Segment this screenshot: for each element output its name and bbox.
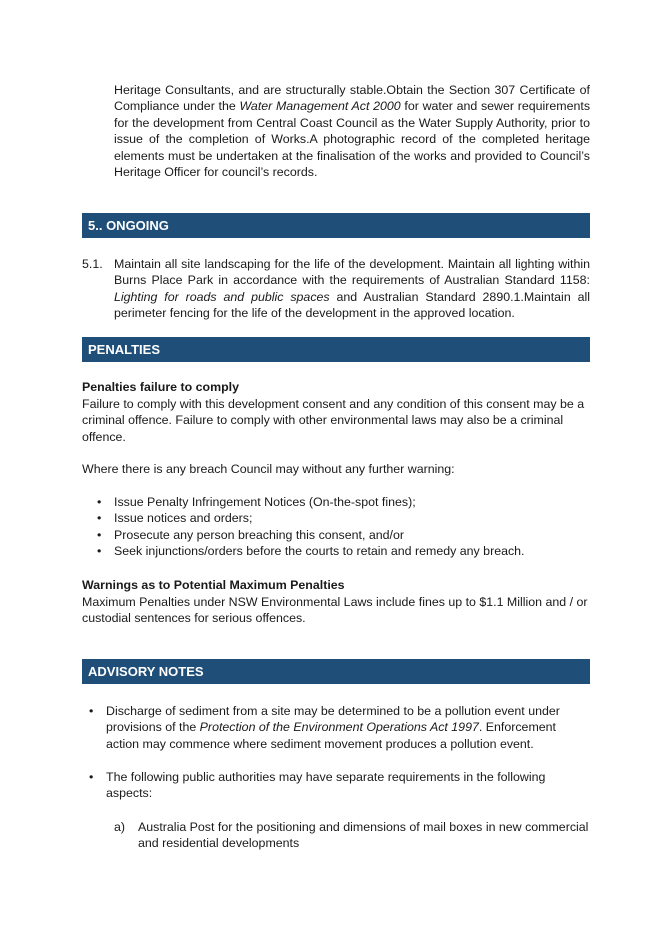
advisory-note-2 xyxy=(89,769,590,802)
list-item xyxy=(97,510,590,526)
intro-italic: Water Management Act 2000 xyxy=(239,99,401,114)
section-heading-ongoing: 5.. ONGOING xyxy=(82,213,590,238)
bullet-icon: • xyxy=(97,527,102,542)
note1-italic: Protection of the Environment Operations Act 1997 xyxy=(199,720,479,735)
sub-item-label: a) xyxy=(114,820,126,834)
note2-text: The following public authorities may have separate requirements in the following aspects: xyxy=(106,770,546,801)
note1-text-a: Discharge of sediment from a site may be determined to be a pollution event under provisions of the xyxy=(106,704,560,735)
penalties-bullet-list xyxy=(97,494,590,560)
advisory-note-1 xyxy=(89,703,590,752)
section-heading-penalties: PENALTIES xyxy=(82,337,590,362)
bullet-icon: • xyxy=(89,704,94,718)
intro-text-2: for water and sewer requirements for the development from Central Coast Council as the Water Supply Authority, prior to issue of the completion of Works.A photographic record of the completed heritage elements must be undertaken at the finalisation of the works and provided to Council’s Heritage Officer for council’s records. xyxy=(114,99,591,180)
list-item-text: Seek injunctions/orders before the courts to retain and remedy any breach. xyxy=(114,544,525,559)
sub-item-text: Australia Post for the positioning and dimensions of mail boxes in new commercial and residential developments xyxy=(138,820,589,851)
bullet-icon: • xyxy=(97,511,102,526)
penalties-paragraph-1: Failure to comply with this development consent and any condition of this consent may be a criminal offence. Failure to comply with other environmental laws may also be a criminal offence. xyxy=(82,397,585,444)
warnings-text: Maximum Penalties under NSW Environmental Laws include fines up to $1.1 Million and / or custodial sentences for serious offences. xyxy=(82,595,588,626)
bullet-icon: • xyxy=(89,770,94,784)
intro-paragraph xyxy=(114,82,590,180)
bullet-icon: • xyxy=(97,544,102,559)
penalties-paragraph-2: Where there is any breach Council may without any further warning: xyxy=(82,462,455,476)
list-item xyxy=(97,527,590,543)
ongoing-italic: Lighting for roads and public spaces xyxy=(114,289,330,304)
ongoing-text-a: Maintain all site landscaping for the life of the development. Maintain all lighting within Burns Place Park in accordance with the requirements of Australian Standard 1158: xyxy=(114,257,590,288)
ongoing-text-b: and Australian Standard 2890.1.Maintain all perimeter fencing for the life of the development in the approved location. xyxy=(114,289,590,321)
section-heading-advisory: ADVISORY NOTES xyxy=(82,659,590,684)
list-item-text: Issue notices and orders; xyxy=(114,511,253,526)
note1-text-b: . Enforcement action may commence where sediment movement produces a pollution event. xyxy=(106,720,556,751)
item-number: 5.1. xyxy=(82,257,103,271)
intro-text-1: Heritage Consultants, and are structurally stable.Obtain the Section 307 Certificate of Compliance under the xyxy=(114,83,590,114)
bullet-icon: • xyxy=(97,495,102,509)
list-item xyxy=(97,494,590,510)
list-item-text: Prosecute any person breaching this consent, and/or xyxy=(114,527,404,542)
ongoing-item-text xyxy=(114,256,590,322)
list-item-text: Issue Penalty Infringement Notices (On-the-spot fines); xyxy=(114,495,416,509)
list-item xyxy=(97,543,590,559)
warnings-heading: Warnings as to Potential Maximum Penalties xyxy=(82,578,345,592)
penalties-subheading: Penalties failure to comply xyxy=(82,380,239,394)
